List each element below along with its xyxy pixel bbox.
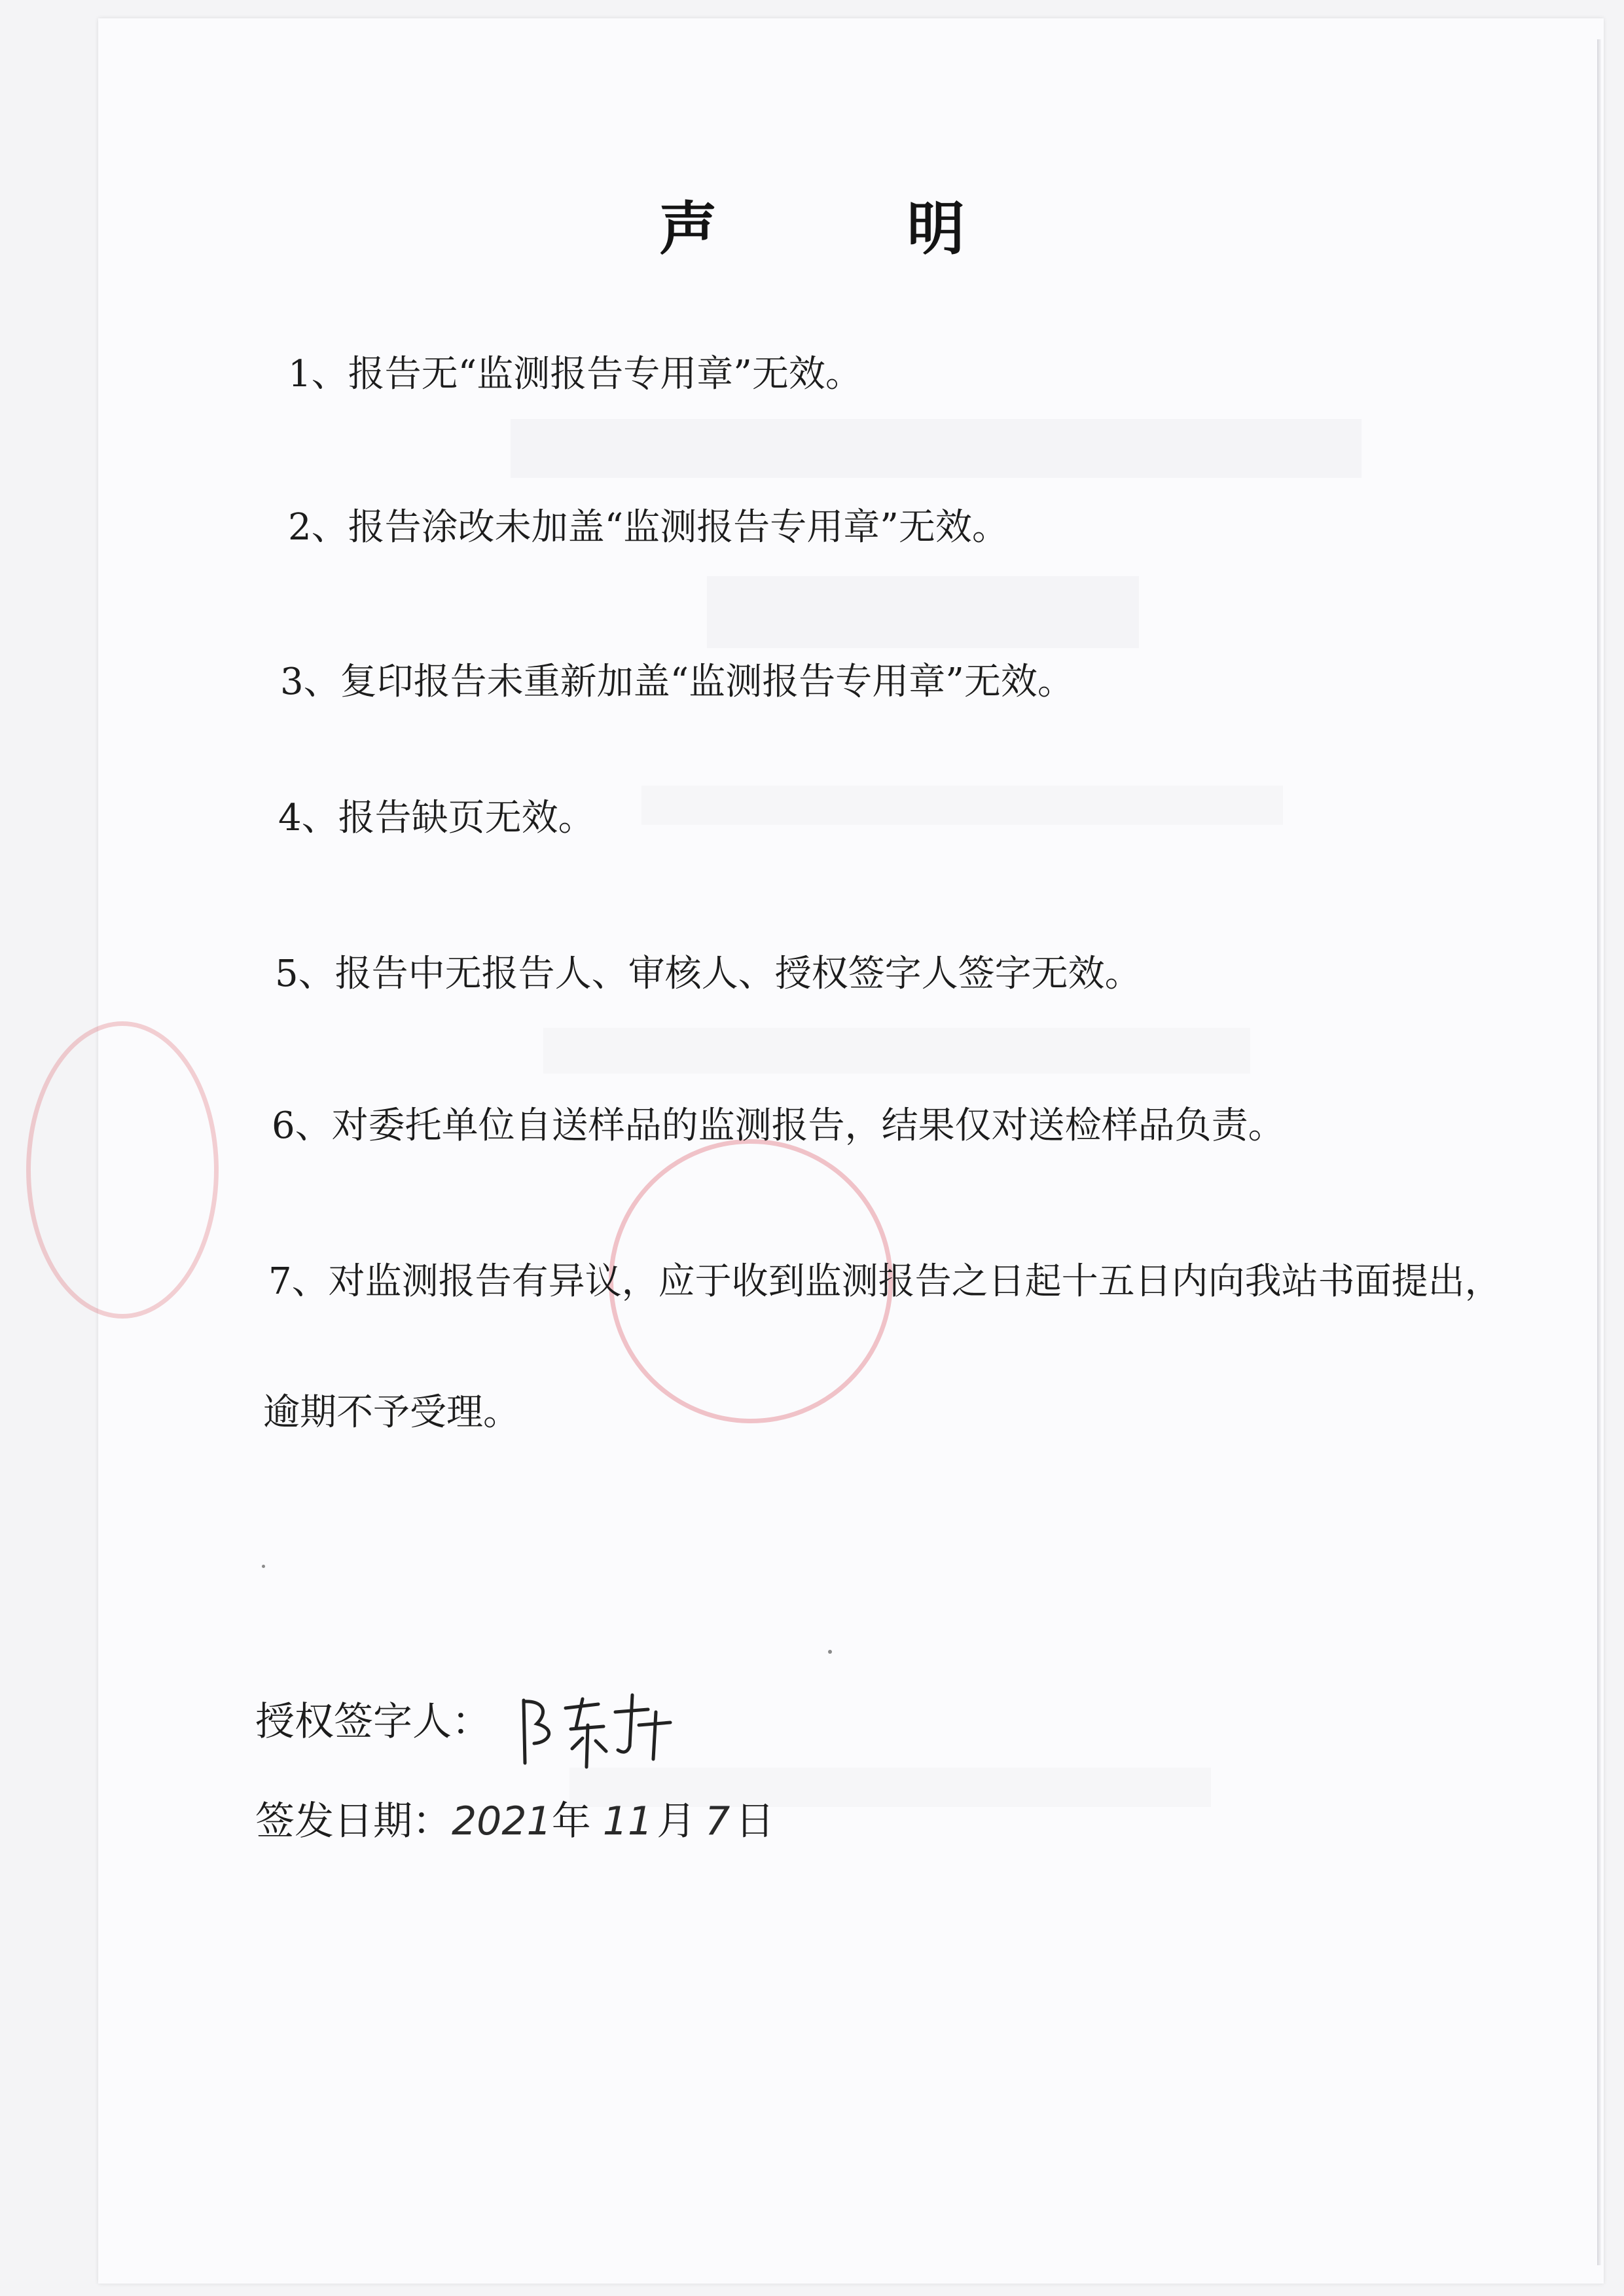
issue-date-row bbox=[255, 1795, 774, 1848]
issue-date-year-unit: 年 bbox=[551, 1798, 591, 1844]
clause-item: 2、报告涂改未加盖“监测报告专用章”无效。 bbox=[288, 506, 1009, 549]
issue-date-day-unit: 日 bbox=[735, 1798, 775, 1844]
clause-item: 5、报告中无报告人、审核人、授权签字人签字无效。 bbox=[275, 953, 1142, 995]
show-through-line bbox=[641, 786, 1283, 825]
speck bbox=[828, 1650, 832, 1654]
handwritten-signature bbox=[511, 1686, 681, 1771]
paper-edge bbox=[1597, 39, 1601, 2265]
clause-item: 6、对委托单位自送样品的监测报告，结果仅对送检样品负责。 bbox=[272, 1104, 1285, 1147]
show-through-line bbox=[1132, 1846, 1624, 1886]
show-through-line bbox=[543, 1028, 1250, 1074]
clause-item-continuation: 逾期不予受理。 bbox=[263, 1391, 520, 1434]
stamp-seal bbox=[26, 1021, 219, 1319]
issue-date-label: 签发日期： bbox=[255, 1798, 452, 1844]
issue-date-day: 7 bbox=[705, 1798, 731, 1844]
clause-item: 7、对监测报告有异议，应于收到监测报告之日起十五日内向我站书面提出， bbox=[268, 1260, 1502, 1303]
show-through-line bbox=[511, 419, 1362, 478]
document-title: 声 明 bbox=[659, 194, 1050, 263]
clause-item: 3、复印报告未重新加盖“监测报告专用章”无效。 bbox=[280, 661, 1074, 703]
speck bbox=[262, 1565, 265, 1568]
signatory-row bbox=[255, 1696, 491, 1748]
clause-item: 4、报告缺页无效。 bbox=[278, 797, 595, 839]
issue-date-year: 2021 bbox=[452, 1798, 552, 1844]
signatory-label: 授权签字人： bbox=[255, 1699, 491, 1745]
issue-date-month-unit: 月 bbox=[657, 1798, 696, 1844]
clause-item: 1、报告无“监测报告专用章”无效。 bbox=[288, 353, 862, 395]
show-through-line bbox=[707, 576, 1139, 648]
issue-date-month: 11 bbox=[602, 1798, 653, 1844]
